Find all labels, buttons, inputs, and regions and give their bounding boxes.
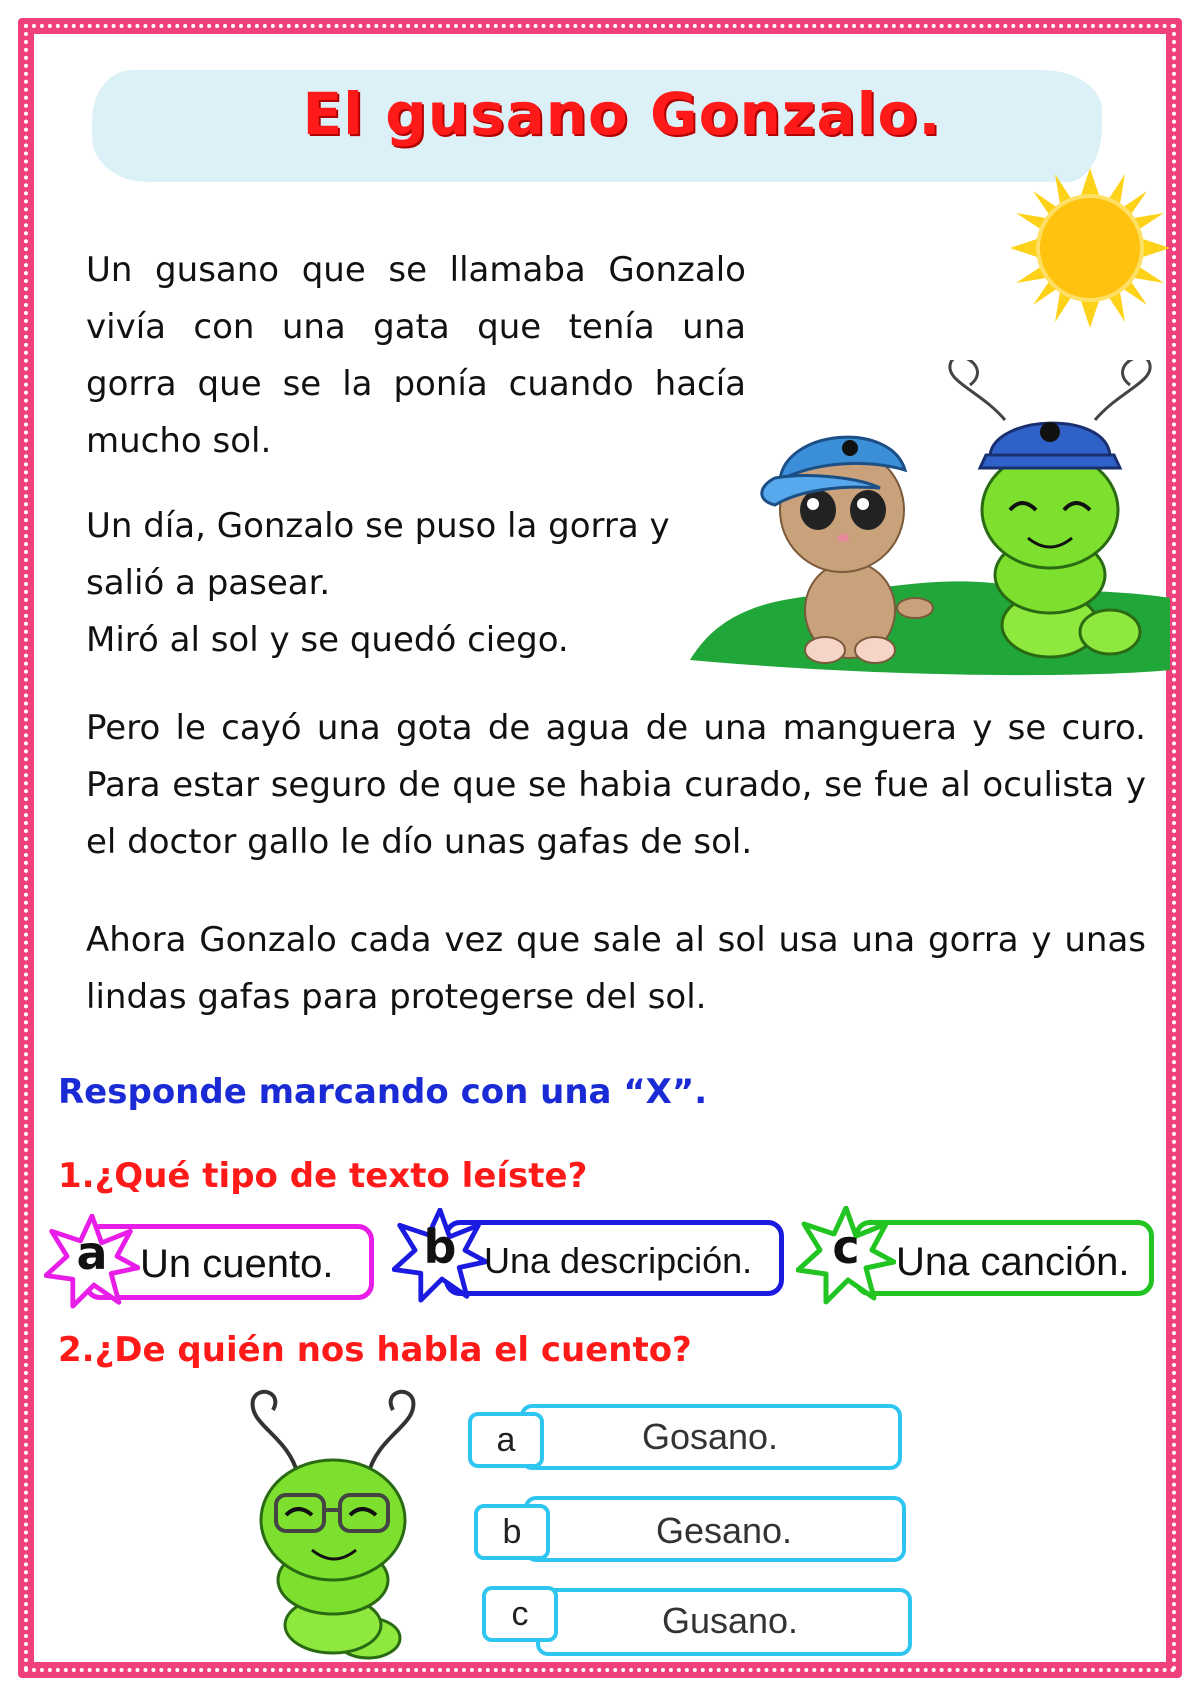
option-1c-text: Una canción. (896, 1240, 1130, 1284)
story-paragraph-2-line-2: Miró al sol y se quedó ciego. (86, 620, 569, 660)
option-2a-letter: a (468, 1412, 544, 1468)
sun-icon (1010, 168, 1170, 328)
story-paragraph-3: Pero le cayó una gota de agua de una manguera y se curo. Para estar seguro de que se habia curado, se fue al oculista y el doctor gallo le dío unas gafas de sol. (86, 708, 1146, 862)
cat-and-worm-illustration (690, 360, 1170, 680)
option-1a-text: Un cuento. (140, 1242, 334, 1286)
instruction: Responde marcando con una “X”. (58, 1072, 708, 1112)
story-paragraph-4: Ahora Gonzalo cada vez que sale al sol usa una gorra y unas lindas gafas para protegerse del sol. (86, 920, 1146, 1017)
question-1: 1.¿Qué tipo de texto leíste? (58, 1156, 588, 1196)
option-1c-letter: c (832, 1220, 860, 1274)
option-1a-letter: a (76, 1226, 108, 1280)
worm-with-glasses-illustration (228, 1380, 448, 1660)
option-1b-text: Una descripción. (484, 1240, 753, 1281)
question-2: 2.¿De quién nos habla el cuento? (58, 1330, 692, 1370)
story-paragraph-2 (86, 498, 726, 669)
option-2b-text: Gesano. (655, 1510, 793, 1551)
page-title: El gusano Gonzalo. (302, 80, 942, 148)
option-2b-letter: b (474, 1504, 550, 1560)
option-2c-letter: c (482, 1586, 558, 1642)
option-2a-text: Gosano. (641, 1416, 779, 1457)
story-paragraph-2-line-1: Un día, Gonzalo se puso la gorra y salió a pasear. (86, 506, 670, 603)
story-paragraph-1: Un gusano que se llamaba Gonzalo vivía con una gata que tenía una gorra que se la ponía cuando hacía mucho sol. (86, 250, 746, 461)
option-2c-text: Gusano. (661, 1600, 799, 1641)
option-1b-letter: b (423, 1220, 457, 1274)
